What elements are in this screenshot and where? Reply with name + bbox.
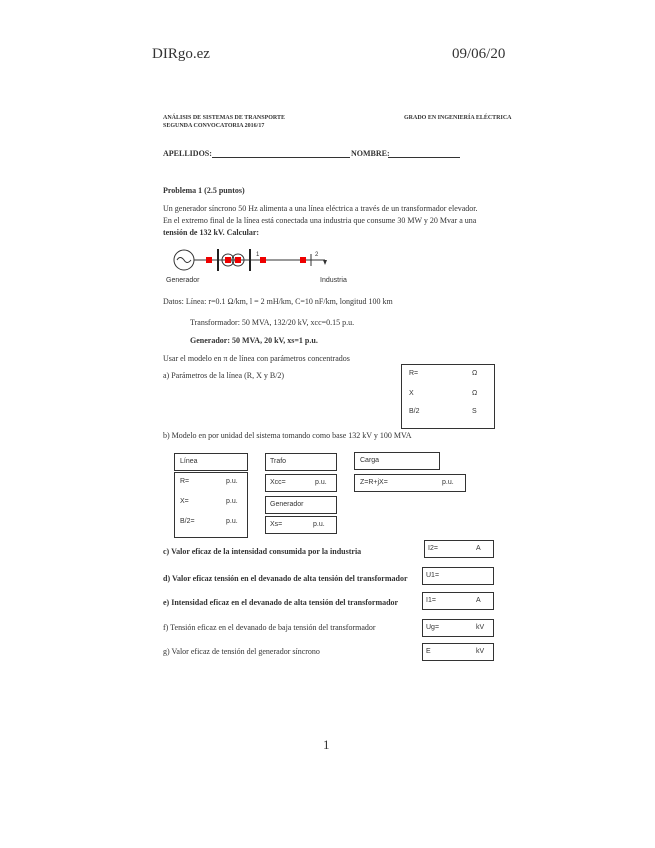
busbar-gen (217, 249, 219, 271)
trafo-xcc-label: Xcc= (270, 479, 286, 486)
breaker-4 (260, 257, 266, 263)
trafo-xcc-unit: p.u. (315, 479, 327, 486)
part-a-r-unit: Ω (472, 370, 478, 377)
page-number: 1 (323, 737, 330, 752)
nombre-label: NOMBRE: (351, 149, 390, 158)
problem-title: Problema 1 (2.5 puntos) (163, 186, 245, 195)
linea-r-label: R= (180, 478, 190, 485)
single-line-diagram (160, 240, 360, 285)
generador-xs-unit: p.u. (313, 521, 325, 528)
generator-label: Generador (166, 277, 200, 284)
answer-e-unit: A (476, 597, 481, 604)
question-e: e) Intensidad eficaz en el devanado de alta tensión del transformador (163, 598, 399, 607)
answer-c-label: I2= (428, 545, 438, 552)
part-a-r-label: R= (409, 370, 419, 377)
node-1-label: 1 (256, 252, 260, 258)
problem-statement-1: Un generador síncrono 50 Hz alimenta a una línea eléctrica a través de un transformador elevador. (163, 204, 478, 213)
node-2-label: 2 (315, 252, 319, 258)
answer-f-label: Ug= (426, 624, 440, 631)
carga-z-label: Z=R+jX= (360, 479, 388, 486)
model-note: Usar el modelo en π de línea con parámetros concentrados (163, 354, 350, 363)
data-line: Datos: Línea: r=0.1 Ω/km, l = 2 mH/km, C=10 nF/km, longitud 100 km (163, 297, 393, 306)
answer-g-label: E (426, 648, 431, 655)
generador-xs-label: Xs= (270, 521, 283, 528)
header-left: DIRgo.ez (152, 46, 210, 62)
answer-g-unit: kV (476, 648, 485, 655)
part-a-x-label: X (409, 390, 414, 397)
linea-b-label: B/2= (180, 518, 195, 525)
apellidos-line (212, 157, 350, 158)
course-session: SEGUNDA CONVOCATORIA 2016/17 (163, 123, 265, 129)
question-c: c) Valor eficaz de la intensidad consumida por la industria (163, 547, 362, 556)
answer-d-label: U1= (426, 572, 440, 579)
breaker-3 (235, 257, 241, 263)
linea-x-label: X= (180, 498, 189, 505)
part-a-b-unit: S (472, 408, 477, 415)
problem-statement-3: tensión de 132 kV. Calcular: (163, 228, 260, 237)
linea-b-unit: p.u. (226, 518, 238, 525)
breaker-2 (225, 257, 231, 263)
answer-e-label: I1= (426, 597, 436, 604)
generador-title: Generador (270, 501, 304, 508)
carga-title: Carga (360, 457, 380, 464)
part-a-x-unit: Ω (472, 390, 478, 397)
carga-z-unit: p.u. (442, 479, 454, 486)
course-department: GRADO EN INGENIERÍA ELÉCTRICA (404, 115, 512, 121)
breaker-1 (206, 257, 212, 263)
industry-label: Industria (320, 277, 347, 284)
trafo-title: Trafo (270, 458, 287, 465)
part-a-question: a) Parámetros de la línea (R, X y B/2) (163, 371, 285, 380)
question-g: g) Valor eficaz de tensión del generador síncrono (163, 647, 320, 656)
part-b-question: b) Modelo en por unidad del sistema tomando como base 132 kV y 100 MVA (163, 431, 412, 440)
header-date: 09/06/20 (452, 46, 506, 62)
data-transformer: Transformador: 50 MVA, 132/20 kV, xcc=0.15 p.u. (190, 318, 355, 327)
linea-title: Línea (180, 458, 198, 465)
question-f: f) Tensión eficaz en el devanado de baja tensión del transformador (163, 623, 376, 632)
nombre-line (388, 157, 460, 158)
problem-statement-2: En el extremo final de la línea está conectada una industria que consume 30 MW y 20 Mvar a una (163, 216, 477, 225)
answer-c-unit: A (476, 545, 481, 552)
apellidos-label: APELLIDOS: (163, 149, 212, 158)
generator-icon (174, 250, 194, 270)
linea-r-unit: p.u. (226, 478, 238, 485)
question-d: d) Valor eficaz tensión en el devanado de alta tensión del transformador (163, 574, 408, 583)
data-generator: Generador: 50 MVA, 20 kV, xs=1 p.u. (190, 336, 318, 345)
linea-x-unit: p.u. (226, 498, 238, 505)
busbar-1 (249, 249, 251, 271)
course-subject: ANÁLISIS DE SISTEMAS DE TRANSPORTE (163, 115, 286, 121)
part-a-b-label: B/2 (409, 408, 420, 415)
load-arrow-icon (323, 260, 327, 265)
breaker-5 (300, 257, 306, 263)
answer-f-unit: kV (476, 624, 485, 631)
